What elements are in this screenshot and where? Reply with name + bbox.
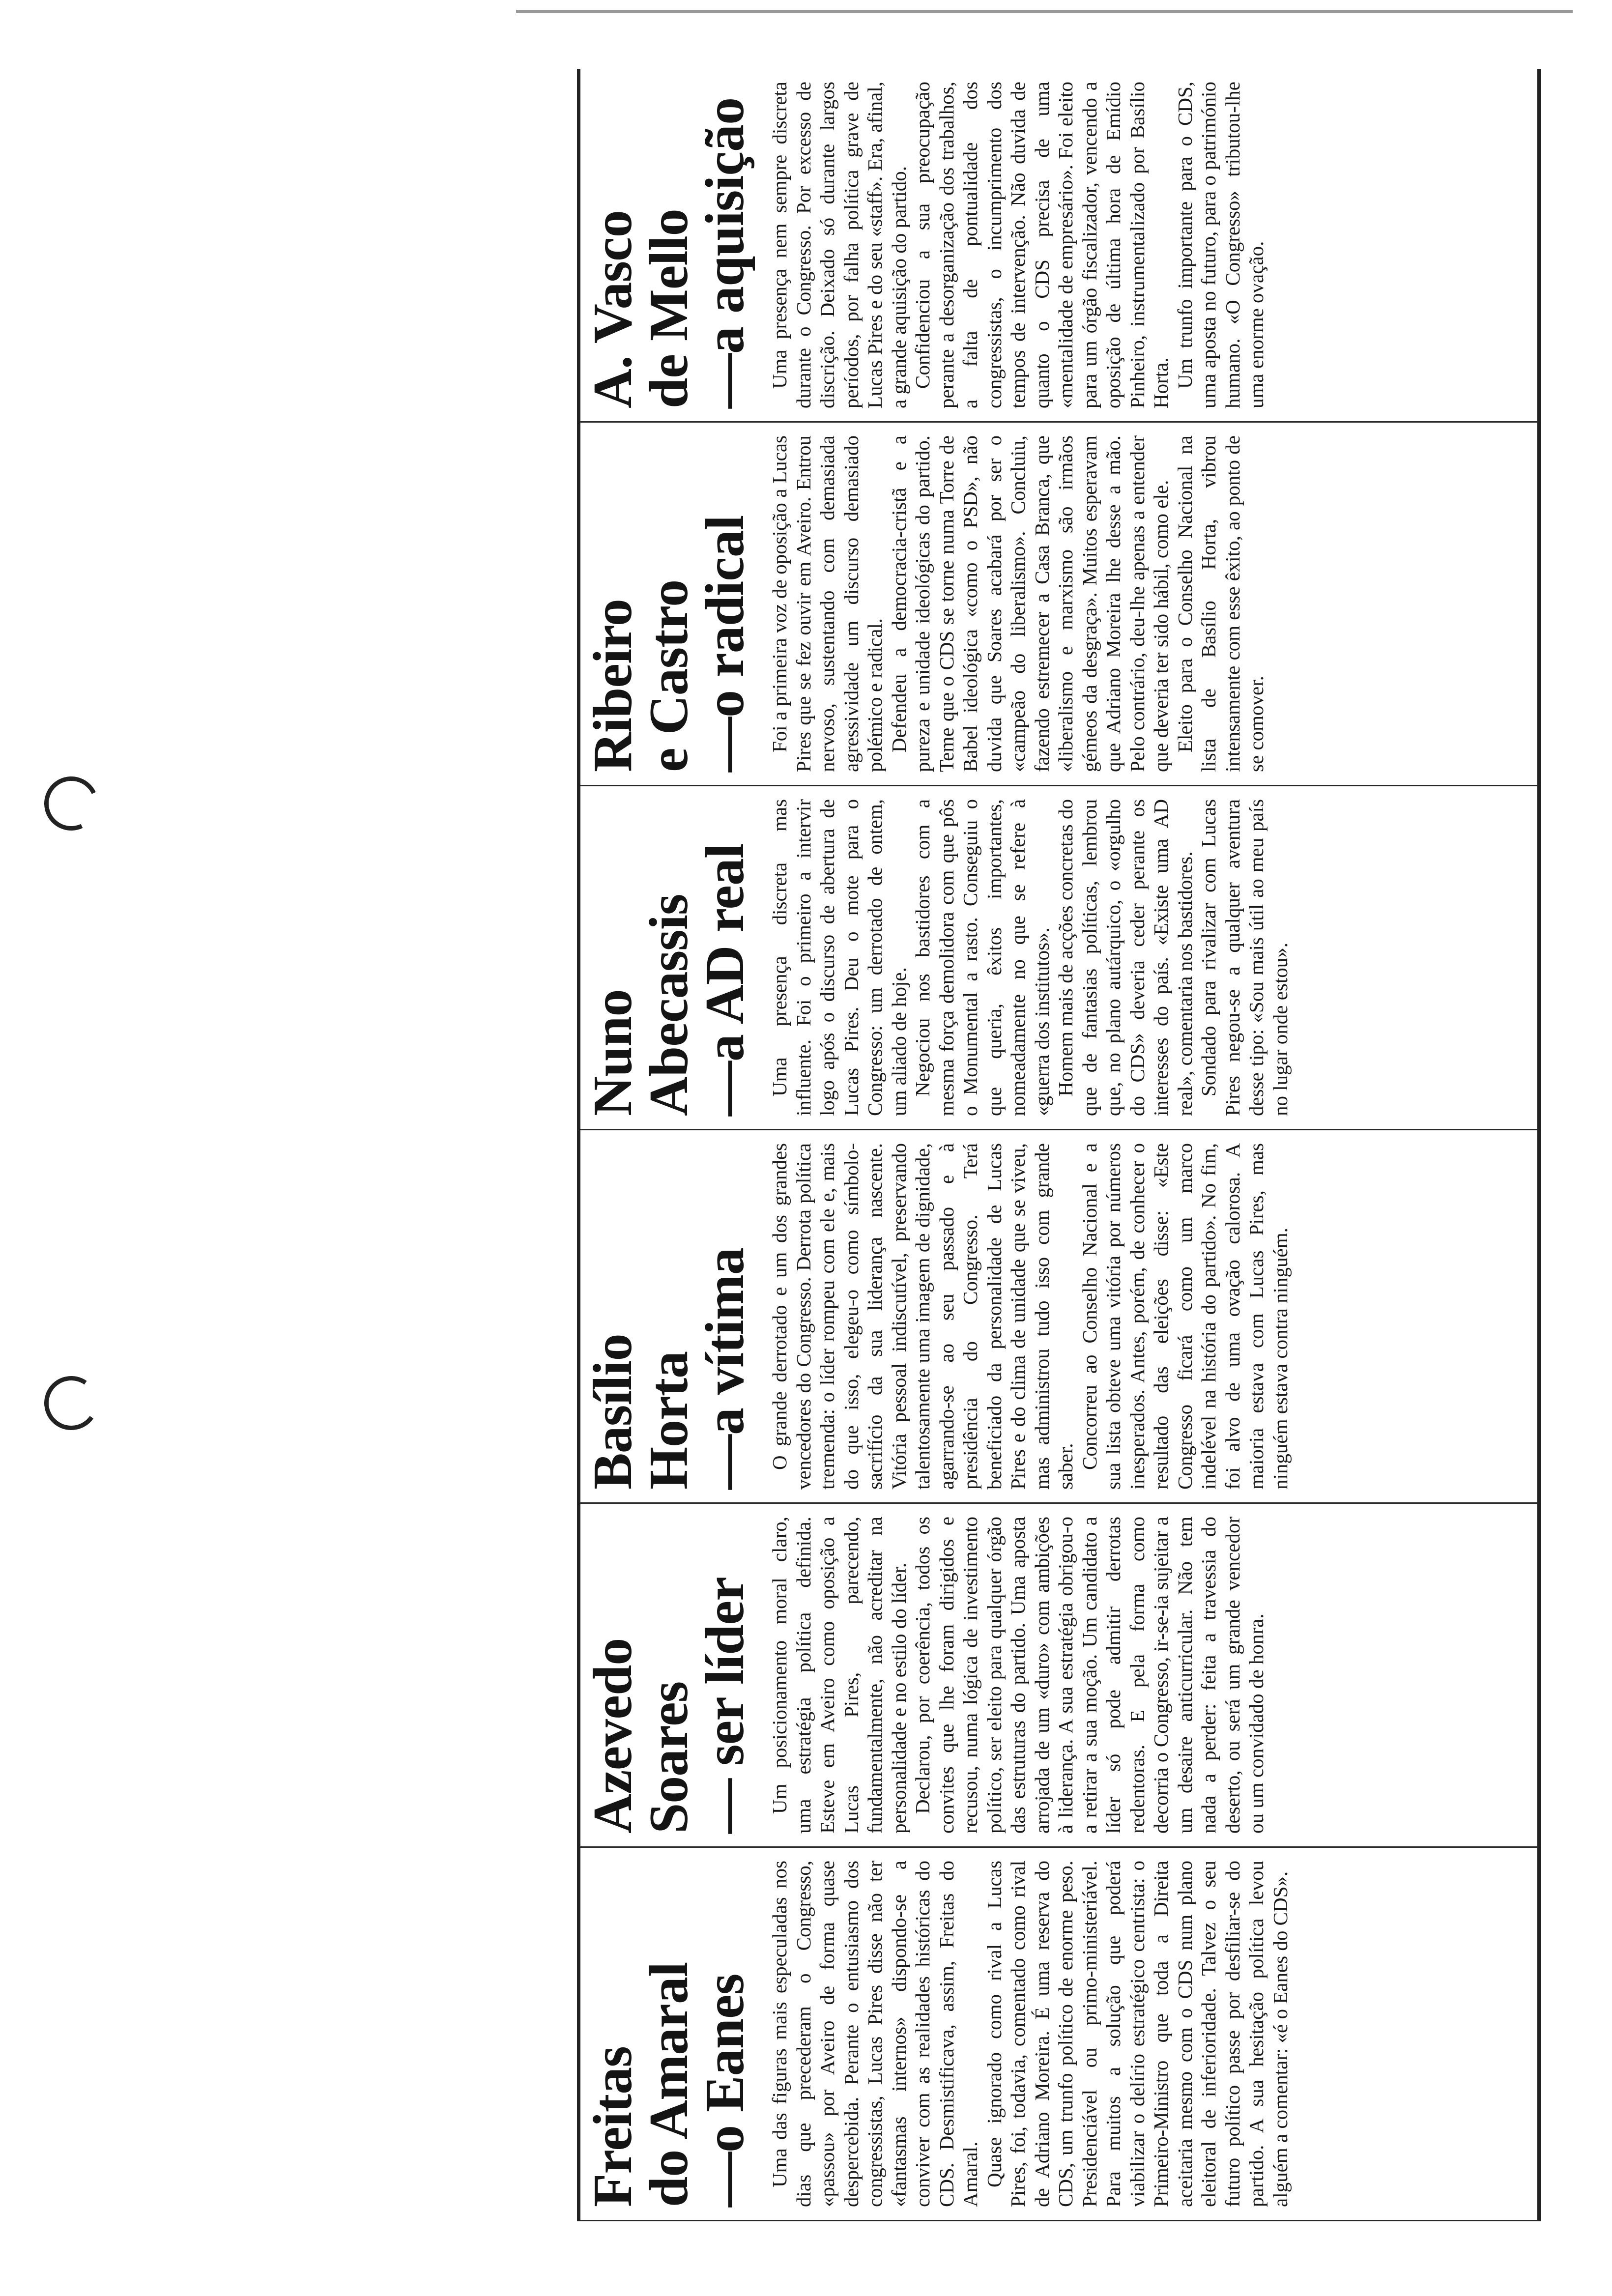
article-body	[768, 1517, 1268, 1834]
headline-line: Nuno	[582, 989, 643, 1116]
article-paragraph: O grande derrotado e um dos grandes vencedores do Congresso. Derrota política tremenda: o líder rompeu com ele e, mais do que isso, elegeu-o como símbolo-sacrifício da sua liderança nascente. Vitória pessoal indiscutível, preservando talentosamente uma imagem de dignidade, agarrando-se ao seu passado e à presidência do Congresso. Terá beneficiado da personalidade de Lucas Pires e do clima de unidade que se viveu, mas administrou tudo isso com grande saber.	[768, 1143, 1077, 1490]
headline-line: Basílio	[582, 1334, 643, 1490]
article-paragraph: Uma das figuras mais especuladas nos dias que precederam o Congresso, «passou» por Aveiro de forma quase despercebida. Perante o entusiasmo dos congressistas, Lucas Pires disse não ter «fantasmas internos» dispondo-se a conviver com as realidades históricas do CDS. Desmistificava, assim, Freitas do Amaral.	[768, 1861, 981, 2207]
scan-edge-line	[516, 10, 1573, 13]
headline-line: Horta	[638, 1351, 699, 1490]
article-headline	[580, 799, 753, 1116]
article-headline	[580, 1861, 753, 2207]
clipping-rotated-content	[580, 69, 1538, 2221]
article-headline	[580, 1517, 753, 1834]
article-headline	[580, 1143, 753, 1490]
article-body	[768, 82, 1268, 408]
article-nuno-abecassis	[580, 786, 1538, 1130]
binder-hole-top	[37, 769, 106, 838]
article-freitas-do-amaral	[580, 1848, 1538, 2221]
article-paragraph: Homem mais de acções concretas do que de fantasias políticas, lembrou que, no plano autárquico, o «orgulho do CDS» deveria ceder perante os interesses do país. «Existe uma AD real», comentaria nos bastidores.	[1054, 799, 1196, 1116]
article-paragraph: Declarou, por coerência, todos os convites que lhe foram dirigidos e recusou, numa lógica de investimento político, ser eleito para qualquer órgão das estruturas do partido. Uma aposta arrojada de um «duro» com ambições à liderança. A sua estratégia obrigou-o a retirar a sua moção. Um candidato a líder só pode admitir derrotas redentoras. E pela forma como decorria o Congresso, ir-se-ia sujeitar a um desaire anticurricular. Não tem nada a perder: feita a travessia do deserto, ou será um grande vencedor ou um convidado de honra.	[911, 1517, 1267, 1834]
article-paragraph: Negociou nos bastidores com a mesma força demolidora com que pôs o Monumental a rasto. Conseguiu o que queria, êxitos importantes, nomeadamente no que se refere à «guerra dos institutos».	[911, 799, 1053, 1116]
article-paragraph: Sondado para rivalizar com Lucas Pires negou-se a qualquer aventura desse tipo: «Sou mais útil ao meu país no lugar onde estou».	[1197, 799, 1292, 1116]
headline-line: A. Vasco	[582, 210, 643, 408]
article-headline	[580, 82, 753, 408]
headline-line: —o radical	[694, 516, 755, 772]
article-paragraph: Um posicionamento moral claro, uma estratégia política definida. Esteve em Aveiro como oposição a Lucas Pires, parecendo, fundamentalmente, não acreditar na personalidade e no estilo do líder.	[768, 1517, 910, 1834]
article-paragraph: Uma presença nem sempre discreta durante o Congresso. Por excesso de discrição. Deixado só durante largos períodos, por falha política grave de Lucas Pires e do seu «staff». Era, afinal, a grande aquisição do partido.	[768, 82, 910, 408]
article-paragraph: Uma presença discreta mas influente. Foi o primeiro a intervir logo após o discurso de abertura de Lucas Pires. Deu o mote para o Congresso: um derrotado de ontem, um aliado de hoje.	[768, 799, 910, 1116]
headline-line: de Mello	[638, 209, 699, 408]
headline-line: Freitas	[582, 2046, 643, 2207]
binder-hole-bottom	[40, 1372, 102, 1434]
article-paragraph: Quase ignorado como rival a Lucas Pires, foi, todavia, comentado como rival de Adriano Moreira. É uma reserva do CDS, um trunfo político de enorme peso. Presidenciável ou primo-ministeriável. Para muitos a solução que poderá viabilizar o delírio estratégico centrista: o Primeiro-Ministro que toda a Direita aceitaria mesmo com o CDS num plano eleitoral de inferioridade. Talvez o seu futuro político passe por desfiliar-se do partido. A sua hesitação política levou alguém a comentar: «é o Eanes do CDS».	[982, 1861, 1292, 2207]
headline-line: do Amaral	[638, 1962, 699, 2207]
article-azevedo-soares	[580, 1504, 1538, 1848]
article-body	[768, 1861, 1292, 2207]
headline-line: —a aquisição	[694, 97, 755, 408]
headline-line: Abecassis	[638, 894, 699, 1116]
headline-line: —a AD real	[694, 843, 755, 1116]
article-paragraph: Eleito para o Conselho Nacional na lista de Basílio Horta, vibrou intensamente com esse êxito, ao ponto de se comover.	[1173, 435, 1267, 772]
headline-line: e Castro	[638, 579, 699, 772]
headline-line: — ser líder	[694, 1577, 755, 1834]
article-ribeiro-e-castro	[580, 423, 1538, 786]
headline-line: Soares	[638, 1681, 699, 1834]
article-body	[768, 435, 1268, 772]
headline-line: —a vítima	[694, 1248, 755, 1490]
newspaper-clipping	[580, 69, 1538, 2221]
headline-line: Azevedo	[582, 1638, 643, 1834]
headline-line: —o Eanes	[694, 1974, 755, 2207]
article-paragraph: Foi a primeira voz de oposição a Lucas Pires que se fez ouvir em Aveiro. Entrou nervoso, sustentando com demasiada agressividade um discurso demasiado polémico e radical.	[768, 435, 886, 772]
article-body	[768, 799, 1292, 1116]
article-paragraph: Confidenciou a sua preocupação perante a desorganização dos trabalhos, a falta de pontualidade dos congressistas, o incumprimento dos tempos de intervenção. Não duvida de quanto o CDS precisa de uma «mentalidade de empresário». Foi eleito para um órgão fiscalizador, vencendo a oposição de última hora de Emídio Pinheiro, instrumentalizado por Basílio Horta.	[911, 82, 1172, 408]
article-paragraph: Concorreu ao Conselho Nacional e a sua lista obteve uma vitória por números inesperados. Antes, porém, de conhecer o resultado das eleições disse: «Este Congresso ficará como um marco indelével na história do partido». No fim, foi alvo de uma ovação calorosa. A maioria estava com Lucas Pires, mas ninguém estava contra ninguém.	[1078, 1143, 1292, 1490]
article-paragraph: Defendeu a democracia-cristã e a pureza e unidade ideológicas do partido. Teme que o CDS se torne numa Torre de Babel ideológica «como o PSD», não duvida que Soares acabará por ser o «campeão do liberalismo». Concluiu, fazendo estremecer a Casa Branca, que «liberalismo e marxismo são irmãos gémeos da desgraça». Muitos esperavam que Adriano Moreira lhe desse a mão. Pelo contrário, deu-lhe apenas a entender que deveria ter sido hábil, como ele.	[887, 435, 1172, 772]
article-paragraph: Um trunfo importante para o CDS, uma aposta no futuro, para o património humano. «O Congresso» tributou-lhe uma enorme ovação.	[1173, 82, 1267, 408]
article-basilio-horta	[580, 1130, 1538, 1504]
article-body	[768, 1143, 1292, 1490]
article-headline	[580, 435, 753, 772]
headline-line: Ribeiro	[582, 599, 643, 772]
article-vasco-de-mello	[580, 69, 1538, 423]
